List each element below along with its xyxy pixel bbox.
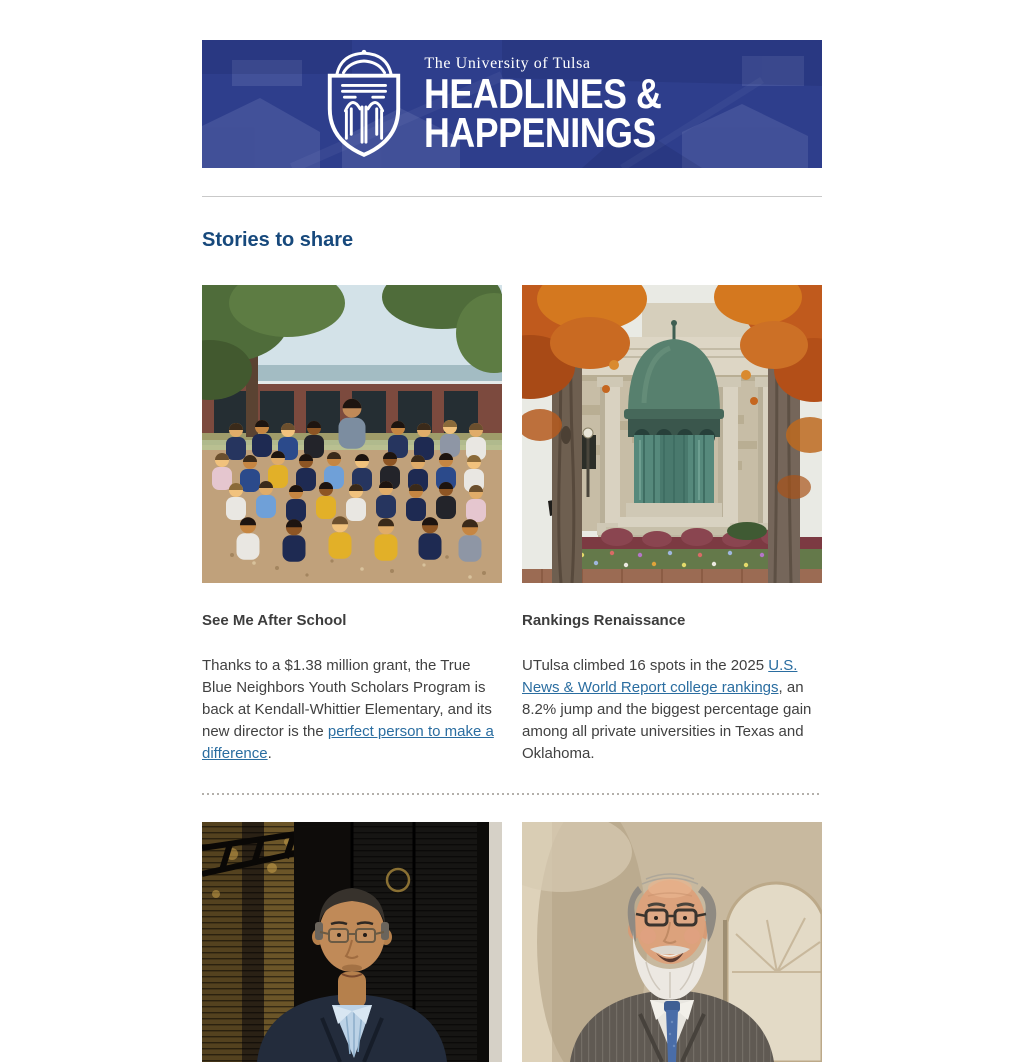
story-image-youth-scholars[interactable] [202, 285, 502, 583]
story-card-rankings-renaissance [522, 285, 822, 765]
story-link[interactable]: perfect person to make a difference [202, 723, 494, 763]
story-row-2 [202, 822, 822, 1062]
banner-content [202, 40, 822, 168]
story-text: Thanks to a $1.38 million grant, the True Blue Neighbors Youth Scholars Program is back at Kendall-Whittier Elementary, and its new director is the [202, 657, 492, 741]
top-rule-divider [202, 196, 822, 197]
newsletter-title-line2: HAPPENINGS [424, 109, 657, 156]
brand-line: The University of Tulsa [424, 55, 591, 73]
story-image-server-room-researcher[interactable] [202, 822, 502, 1062]
story-link[interactable]: U.S. News & World Report college rankings [522, 657, 798, 697]
story-image-rankings[interactable] [522, 285, 822, 583]
banner-text [424, 55, 703, 156]
story-text: . [267, 745, 272, 763]
dotted-divider [202, 793, 822, 795]
header-banner [202, 40, 822, 168]
story-image-bearded-professor[interactable] [522, 822, 822, 1062]
story-title: See Me After School [202, 612, 347, 629]
story-title: Rankings Renaissance [522, 612, 686, 629]
newsletter-email [202, 0, 822, 1062]
story-body [202, 655, 502, 765]
newsletter-title-line1: HEADLINES & [424, 70, 662, 118]
story-row-1 [202, 285, 822, 765]
story-text: UTulsa climbed 16 spots in the 2025 [522, 657, 769, 675]
utulsa-shield-logo-icon [320, 48, 408, 160]
story-card-see-me-after-school [202, 285, 502, 765]
story-body [522, 655, 822, 765]
section-title: Stories to share [202, 229, 354, 251]
story-text: , an 8.2% jump and the biggest percentage gain among all private universities in Texas and Oklahoma. [522, 679, 812, 763]
